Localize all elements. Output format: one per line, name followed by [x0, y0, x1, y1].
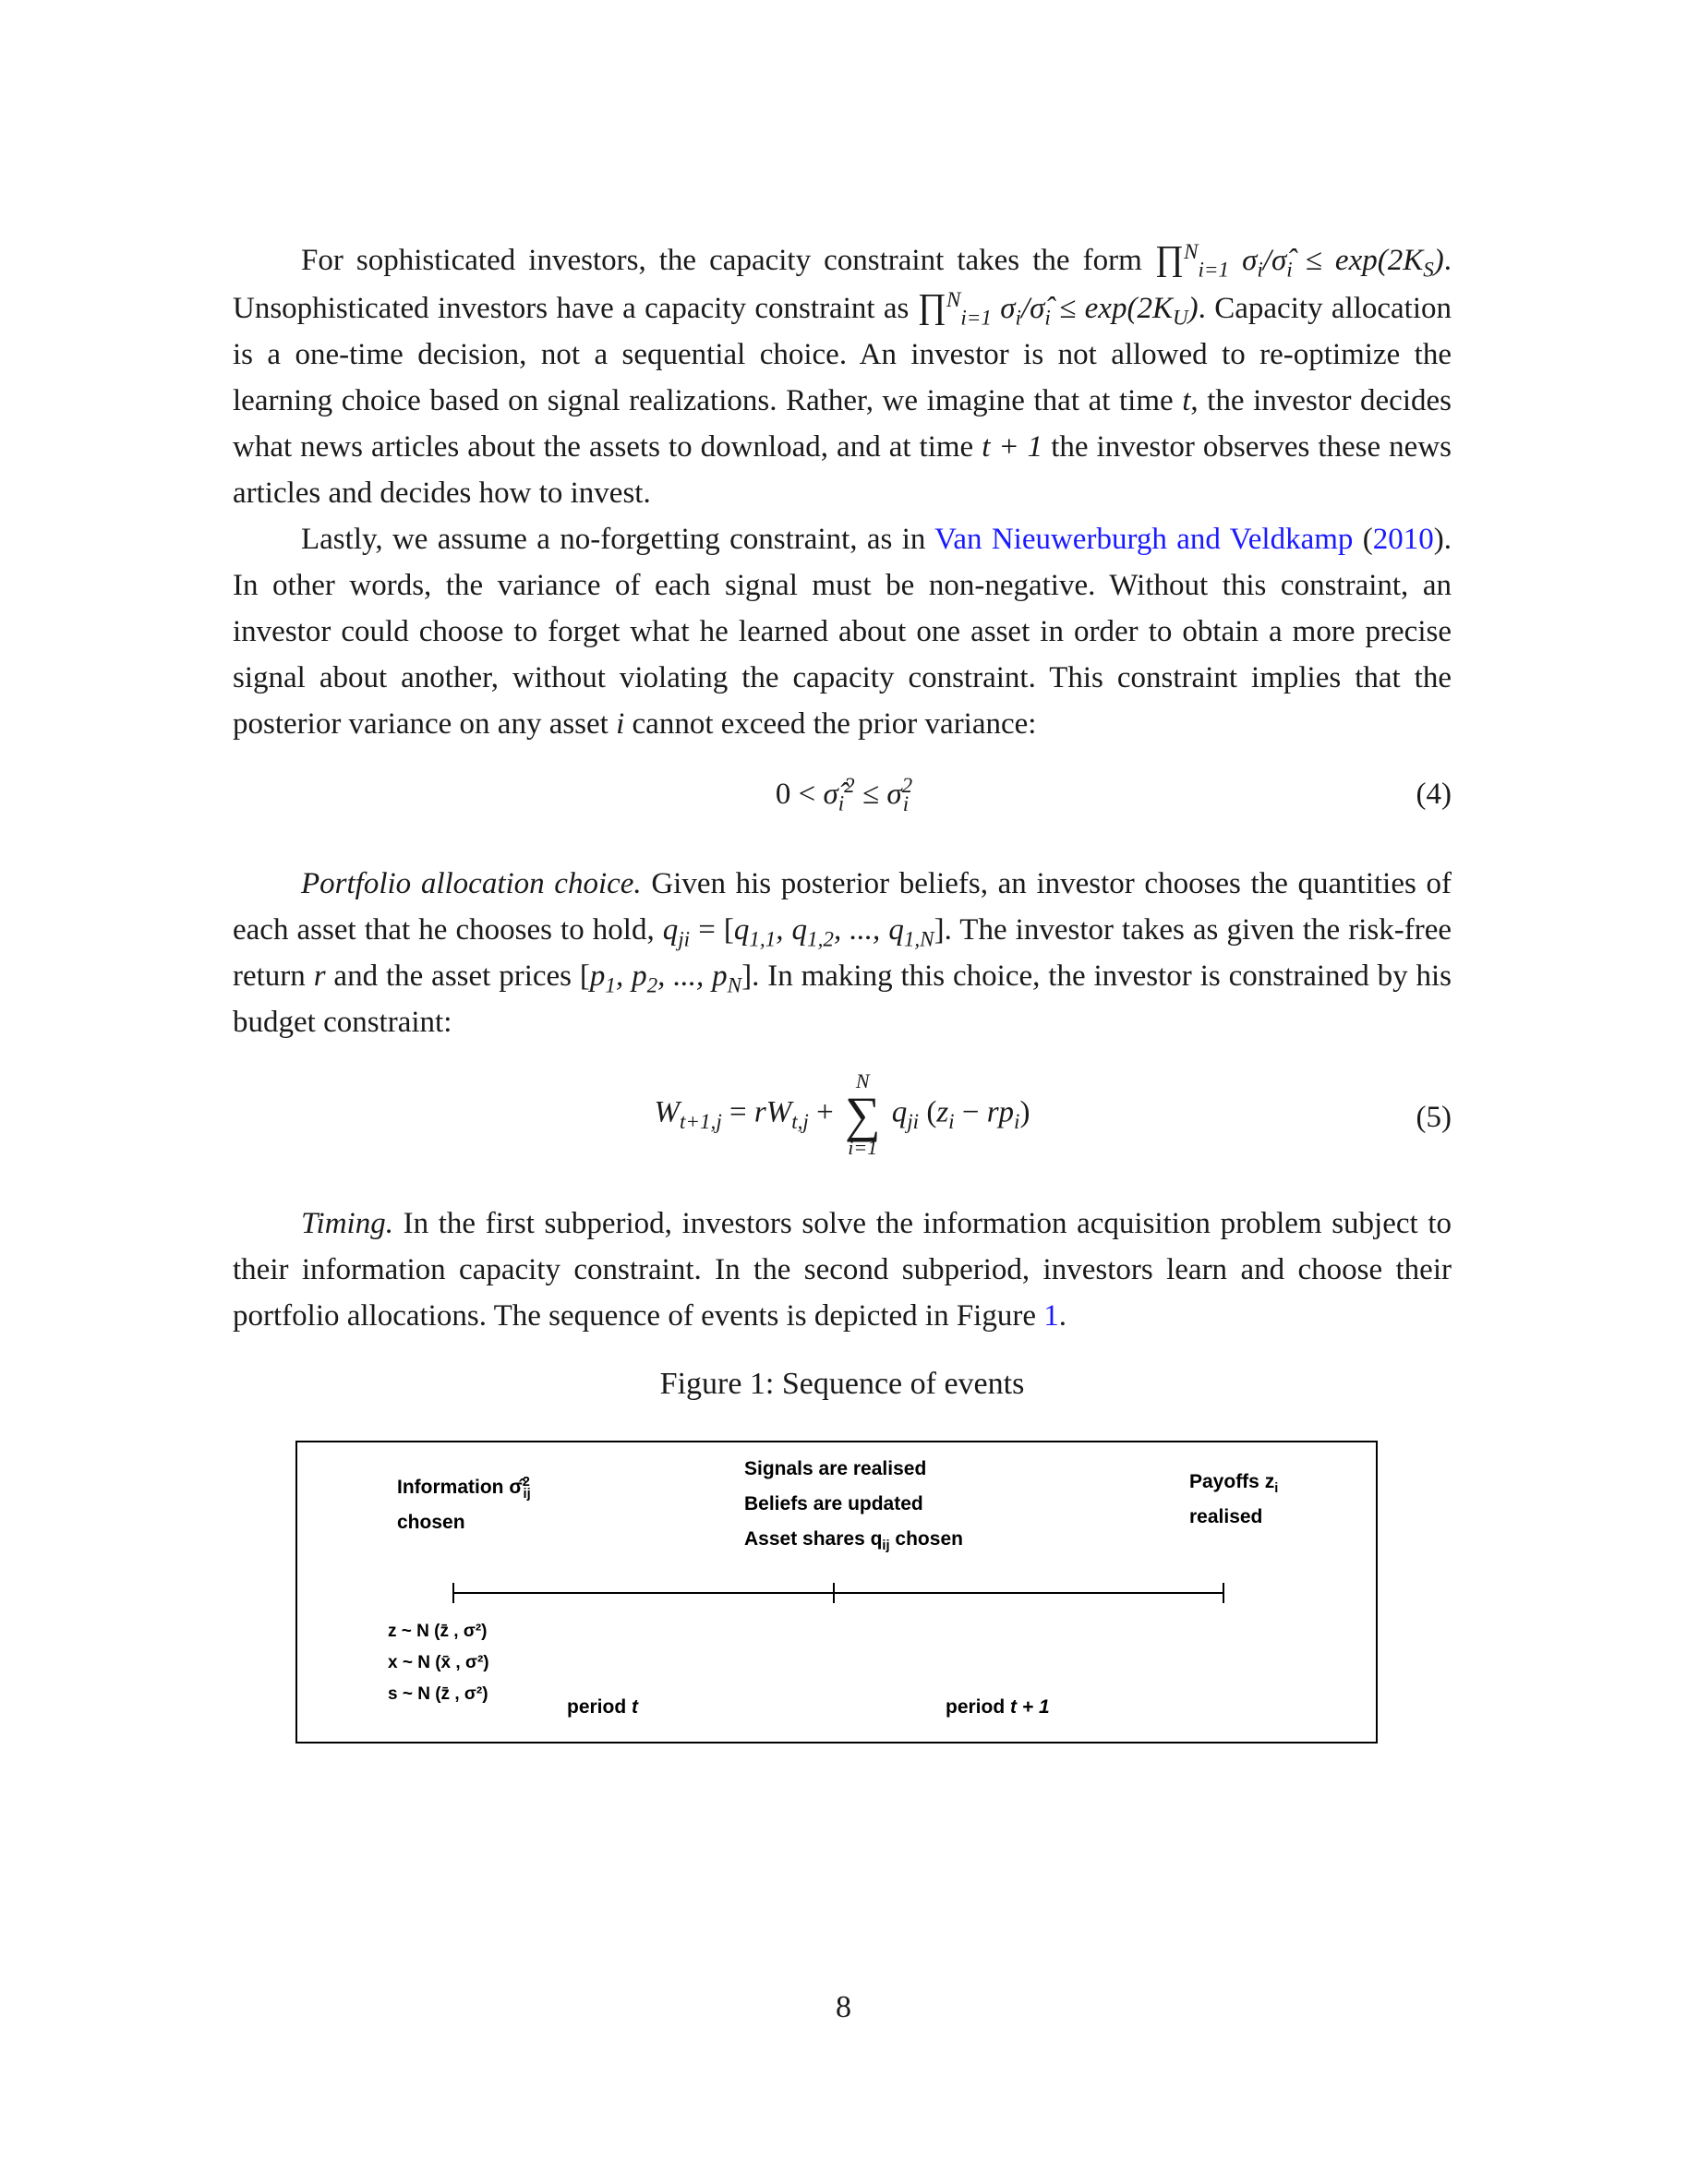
text-span: . Unsophisticated investors have a capacity constraint as: [233, 244, 1452, 325]
citation-year-link[interactable]: 2010: [1372, 523, 1434, 556]
sum-lower-limit: i=1: [848, 1136, 878, 1159]
text-span: . Capacity allocation is a one-time decision, not a sequential choice. An investor is not allowed to re-optimize the learning choice based on signal realizations. Rather, we imagine that at time: [233, 292, 1452, 417]
dist-x: x ~ N (x̄ , σ²): [388, 1653, 489, 1672]
payoffs-label: Payoffs $z_i$ realised: [1189, 1471, 1279, 1527]
equation-5: [233, 1071, 1452, 1173]
figure-caption: Figure 1: Sequence of events: [659, 1367, 1025, 1401]
math-i: i: [616, 707, 625, 741]
text-span: Asset shares q: [744, 1528, 883, 1550]
paragraph-no-forgetting: [233, 516, 1452, 747]
timeline-axis: [452, 1592, 1224, 1594]
text-span: cannot exceed the prior variance:: [624, 707, 1037, 741]
math-r: r: [313, 959, 326, 993]
paragraph-capacity: [233, 235, 1452, 516]
timeline-tick-start: [452, 1583, 454, 1603]
info-chosen-label: Information σ̂$^2_{ij}$ chosen: [397, 1475, 531, 1533]
page-number: 8: [836, 1990, 851, 2024]
math-prod-unsophisticated: ∏$^N_{i=1}$ $\sigma_i/\sigmâ_i \le \exp(2K_U)$: [917, 287, 1199, 330]
text-span: t: [632, 1696, 639, 1718]
paragraph-timing: [233, 1201, 1452, 1339]
body-text-portfolio: [233, 861, 1452, 1045]
timeline-tick-middle: [833, 1583, 835, 1603]
text-span: Payoffs z: [1189, 1471, 1275, 1492]
period-t-label: [567, 1690, 638, 1725]
paragraph-heading: Portfolio allocation choice.: [301, 867, 642, 900]
text-span: Lastly, we assume a no-forgetting constraint, as in: [301, 523, 935, 556]
period-t1-label: [946, 1690, 1050, 1725]
text-span: period: [946, 1696, 1011, 1718]
equation-5-body: $W_{t+1,j} = rW_{t,j}$ + N ∑ i=1 $q_{ji}$ $(z_i - rp_i)$: [654, 1069, 1030, 1159]
equation-4-body: $0 < \sigmâ_i^2 \le \sigma^2_i$: [775, 773, 913, 815]
text-span: (: [1353, 523, 1373, 556]
equation-4: [233, 773, 1452, 833]
dist-z: z ~ N (z̄ , σ²): [388, 1622, 488, 1641]
summation: N ∑ i=1: [844, 1069, 881, 1159]
text-span: , the investor decides what news articles about the assets to download, and at time: [233, 384, 1452, 464]
text-span: the investor observes these news articles and decides how to invest.: [233, 430, 1452, 510]
timeline-tick-end: [1223, 1583, 1224, 1603]
text-span: In the first subperiod, investors solve the information acquisition problem subject to their information capacity constraint. In the second subperiod, investors learn and choose their portfolio allocations. The sequence of events is depicted in Figure: [233, 1207, 1452, 1333]
sum-upper-limit: N: [855, 1069, 870, 1092]
text-span: t + 1: [1010, 1696, 1050, 1718]
math-quantities: $q_{ji} = [q_{1,1}$, $q_{1,2}$, ..., $q_{1,N}$]: [662, 913, 945, 951]
text-span: For sophisticated investors, the capacity constraint takes the form: [301, 244, 1155, 277]
text-span: . The investor takes as given the risk-free return: [233, 913, 1452, 993]
figure-ref-link[interactable]: 1: [1043, 1299, 1059, 1333]
text-span: Signals are realised: [744, 1458, 927, 1479]
math-t: t: [1182, 384, 1191, 417]
equation-number: (5): [1416, 1101, 1452, 1134]
math-prod-sophisticated: ∏$^N_{i=1}$ $\sigma_i/\sigmâ_i \le \exp(2K_S)$: [1154, 239, 1444, 282]
math-prices: [$p_1$, $p_2$, ..., $p_N$]: [579, 959, 753, 997]
equation-number: (4): [1416, 778, 1452, 811]
timeline-figure: [295, 1441, 1378, 1744]
text-span: Given his posterior beliefs, an investor chooses the quantities of each asset that he chooses to hold,: [233, 867, 1452, 947]
body-text-timing: [233, 1201, 1452, 1339]
body-text: [233, 235, 1452, 747]
text-span: realised: [1189, 1506, 1263, 1527]
text-span: .: [1058, 1299, 1066, 1333]
paragraph-portfolio: [233, 861, 1452, 1045]
paragraph-heading: Timing.: [301, 1207, 393, 1240]
text-span: chosen: [397, 1512, 465, 1533]
text-span: Beliefs are updated: [744, 1493, 923, 1514]
text-span: Information σ̂: [397, 1477, 523, 1498]
math-t-plus-1: t + 1: [982, 430, 1043, 464]
text-span: . In making this choice, the investor is constrained by his budget constraint:: [233, 959, 1452, 1039]
text-span: chosen: [889, 1528, 963, 1550]
citation-link[interactable]: Van Nieuwerburgh and Veldkamp: [934, 523, 1354, 556]
text-span: ). In other words, the variance of each signal must be non-negative. Without this constraint, an investor could choose to forget what he learned about one asset in order to obtain a more precise signal about another, without violating the capacity constraint. This constraint implies that the posterior variance on any asset: [233, 523, 1452, 741]
signals-label: Signals are realised Beliefs are updated Asset shares $q_{ij}$ chosen: [744, 1458, 963, 1554]
text-span: and the asset prices: [325, 959, 580, 993]
text-span: period: [567, 1696, 633, 1718]
dist-s: s ~ N (z̄ , σ²): [388, 1684, 488, 1704]
